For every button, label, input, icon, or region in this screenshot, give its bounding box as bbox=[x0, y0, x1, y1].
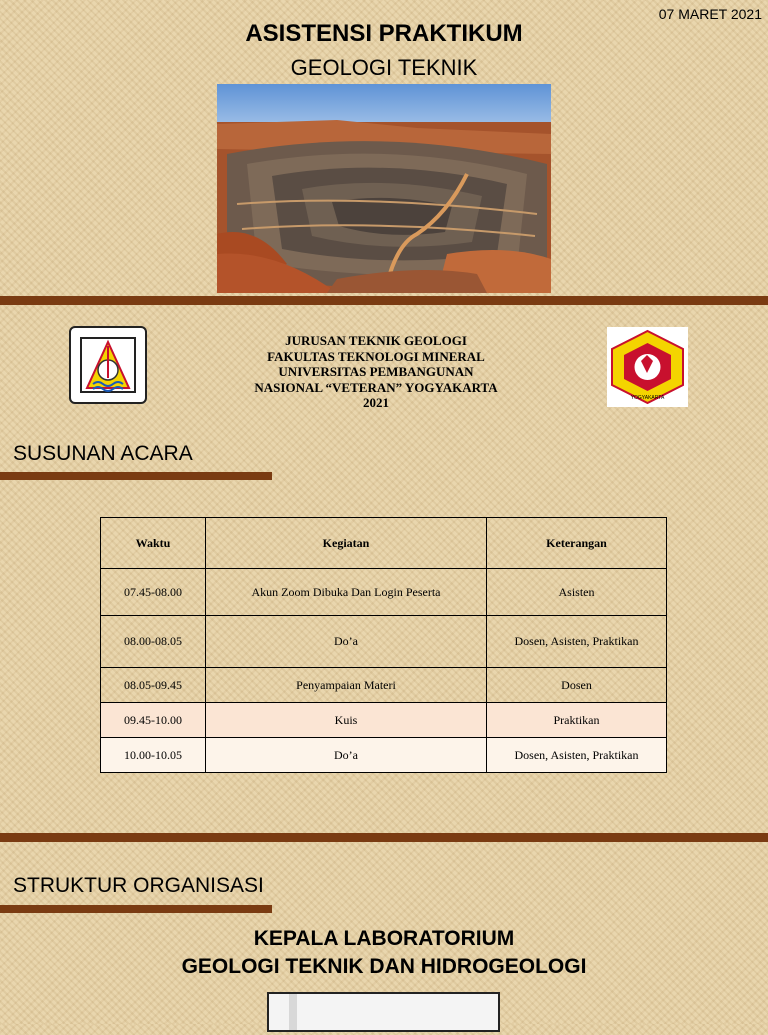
table-cell-activity: Kuis bbox=[206, 703, 487, 738]
table-cell-time: 09.45-10.00 bbox=[101, 703, 206, 738]
column-header: Kegiatan bbox=[206, 518, 487, 569]
table-cell-note: Dosen, Asisten, Praktikan bbox=[487, 738, 667, 773]
table-cell-note: Praktikan bbox=[487, 703, 667, 738]
table-cell-note: Dosen, Asisten, Praktikan bbox=[487, 616, 667, 668]
section-title-schedule: SUSUNAN ACARA bbox=[13, 442, 193, 465]
open-pit-mine-photo bbox=[217, 84, 551, 293]
table-cell-time: 08.00-08.05 bbox=[101, 616, 206, 668]
institution-line: JURUSAN TEKNIK GEOLOGI bbox=[285, 333, 467, 348]
table-cell-activity: Penyampaian Materi bbox=[206, 668, 487, 703]
table-cell-activity: Do’a bbox=[206, 616, 487, 668]
table-cell-note: Asisten bbox=[487, 569, 667, 616]
schedule-table bbox=[100, 517, 667, 773]
university-logo bbox=[607, 327, 688, 407]
table-cell-time: 08.05-09.45 bbox=[101, 668, 206, 703]
table-row bbox=[101, 703, 667, 738]
table-cell-activity: Do’a bbox=[206, 738, 487, 773]
table-row bbox=[101, 668, 667, 703]
table-cell-time: 10.00-10.05 bbox=[101, 738, 206, 773]
table-cell-time: 07.45-08.00 bbox=[101, 569, 206, 616]
section-underline bbox=[0, 472, 272, 480]
institution-year: 2021 bbox=[363, 395, 389, 410]
divider-top bbox=[0, 296, 768, 305]
institution-line: FAKULTAS TEKNOLOGI MINERAL bbox=[267, 348, 485, 364]
institution-line: NASIONAL “VETERAN” YOGYAKARTA bbox=[254, 379, 498, 395]
table-row bbox=[101, 738, 667, 773]
section-underline bbox=[0, 905, 272, 913]
column-header: Waktu bbox=[101, 518, 206, 569]
divider-middle bbox=[0, 833, 768, 842]
head-portrait-photo bbox=[267, 992, 500, 1032]
org-head-line: KEPALA LABORATORIUM bbox=[253, 927, 515, 950]
section-title-organization: STRUKTUR ORGANISASI bbox=[13, 874, 264, 897]
org-head-line: GEOLOGI TEKNIK DAN HIDROGEOLOGI bbox=[181, 955, 587, 978]
page-title: ASISTENSI PRAKTIKUM bbox=[245, 20, 523, 47]
institution-block bbox=[226, 333, 526, 411]
university-logo-text: YOGYAKARTA bbox=[630, 395, 665, 401]
org-head-title bbox=[0, 925, 768, 981]
date-label: 07 MARET 2021 bbox=[658, 6, 762, 22]
table-row bbox=[101, 616, 667, 668]
table-cell-note: Dosen bbox=[487, 668, 667, 703]
page-subtitle: GEOLOGI TEKNIK bbox=[290, 55, 478, 80]
department-logo bbox=[69, 326, 147, 404]
table-header-row bbox=[101, 518, 667, 569]
institution-line: UNIVERSITAS PEMBANGUNAN bbox=[278, 364, 474, 379]
table-row bbox=[101, 569, 667, 616]
column-header: Keterangan bbox=[487, 518, 667, 569]
table-cell-activity: Akun Zoom Dibuka Dan Login Peserta bbox=[206, 569, 487, 616]
